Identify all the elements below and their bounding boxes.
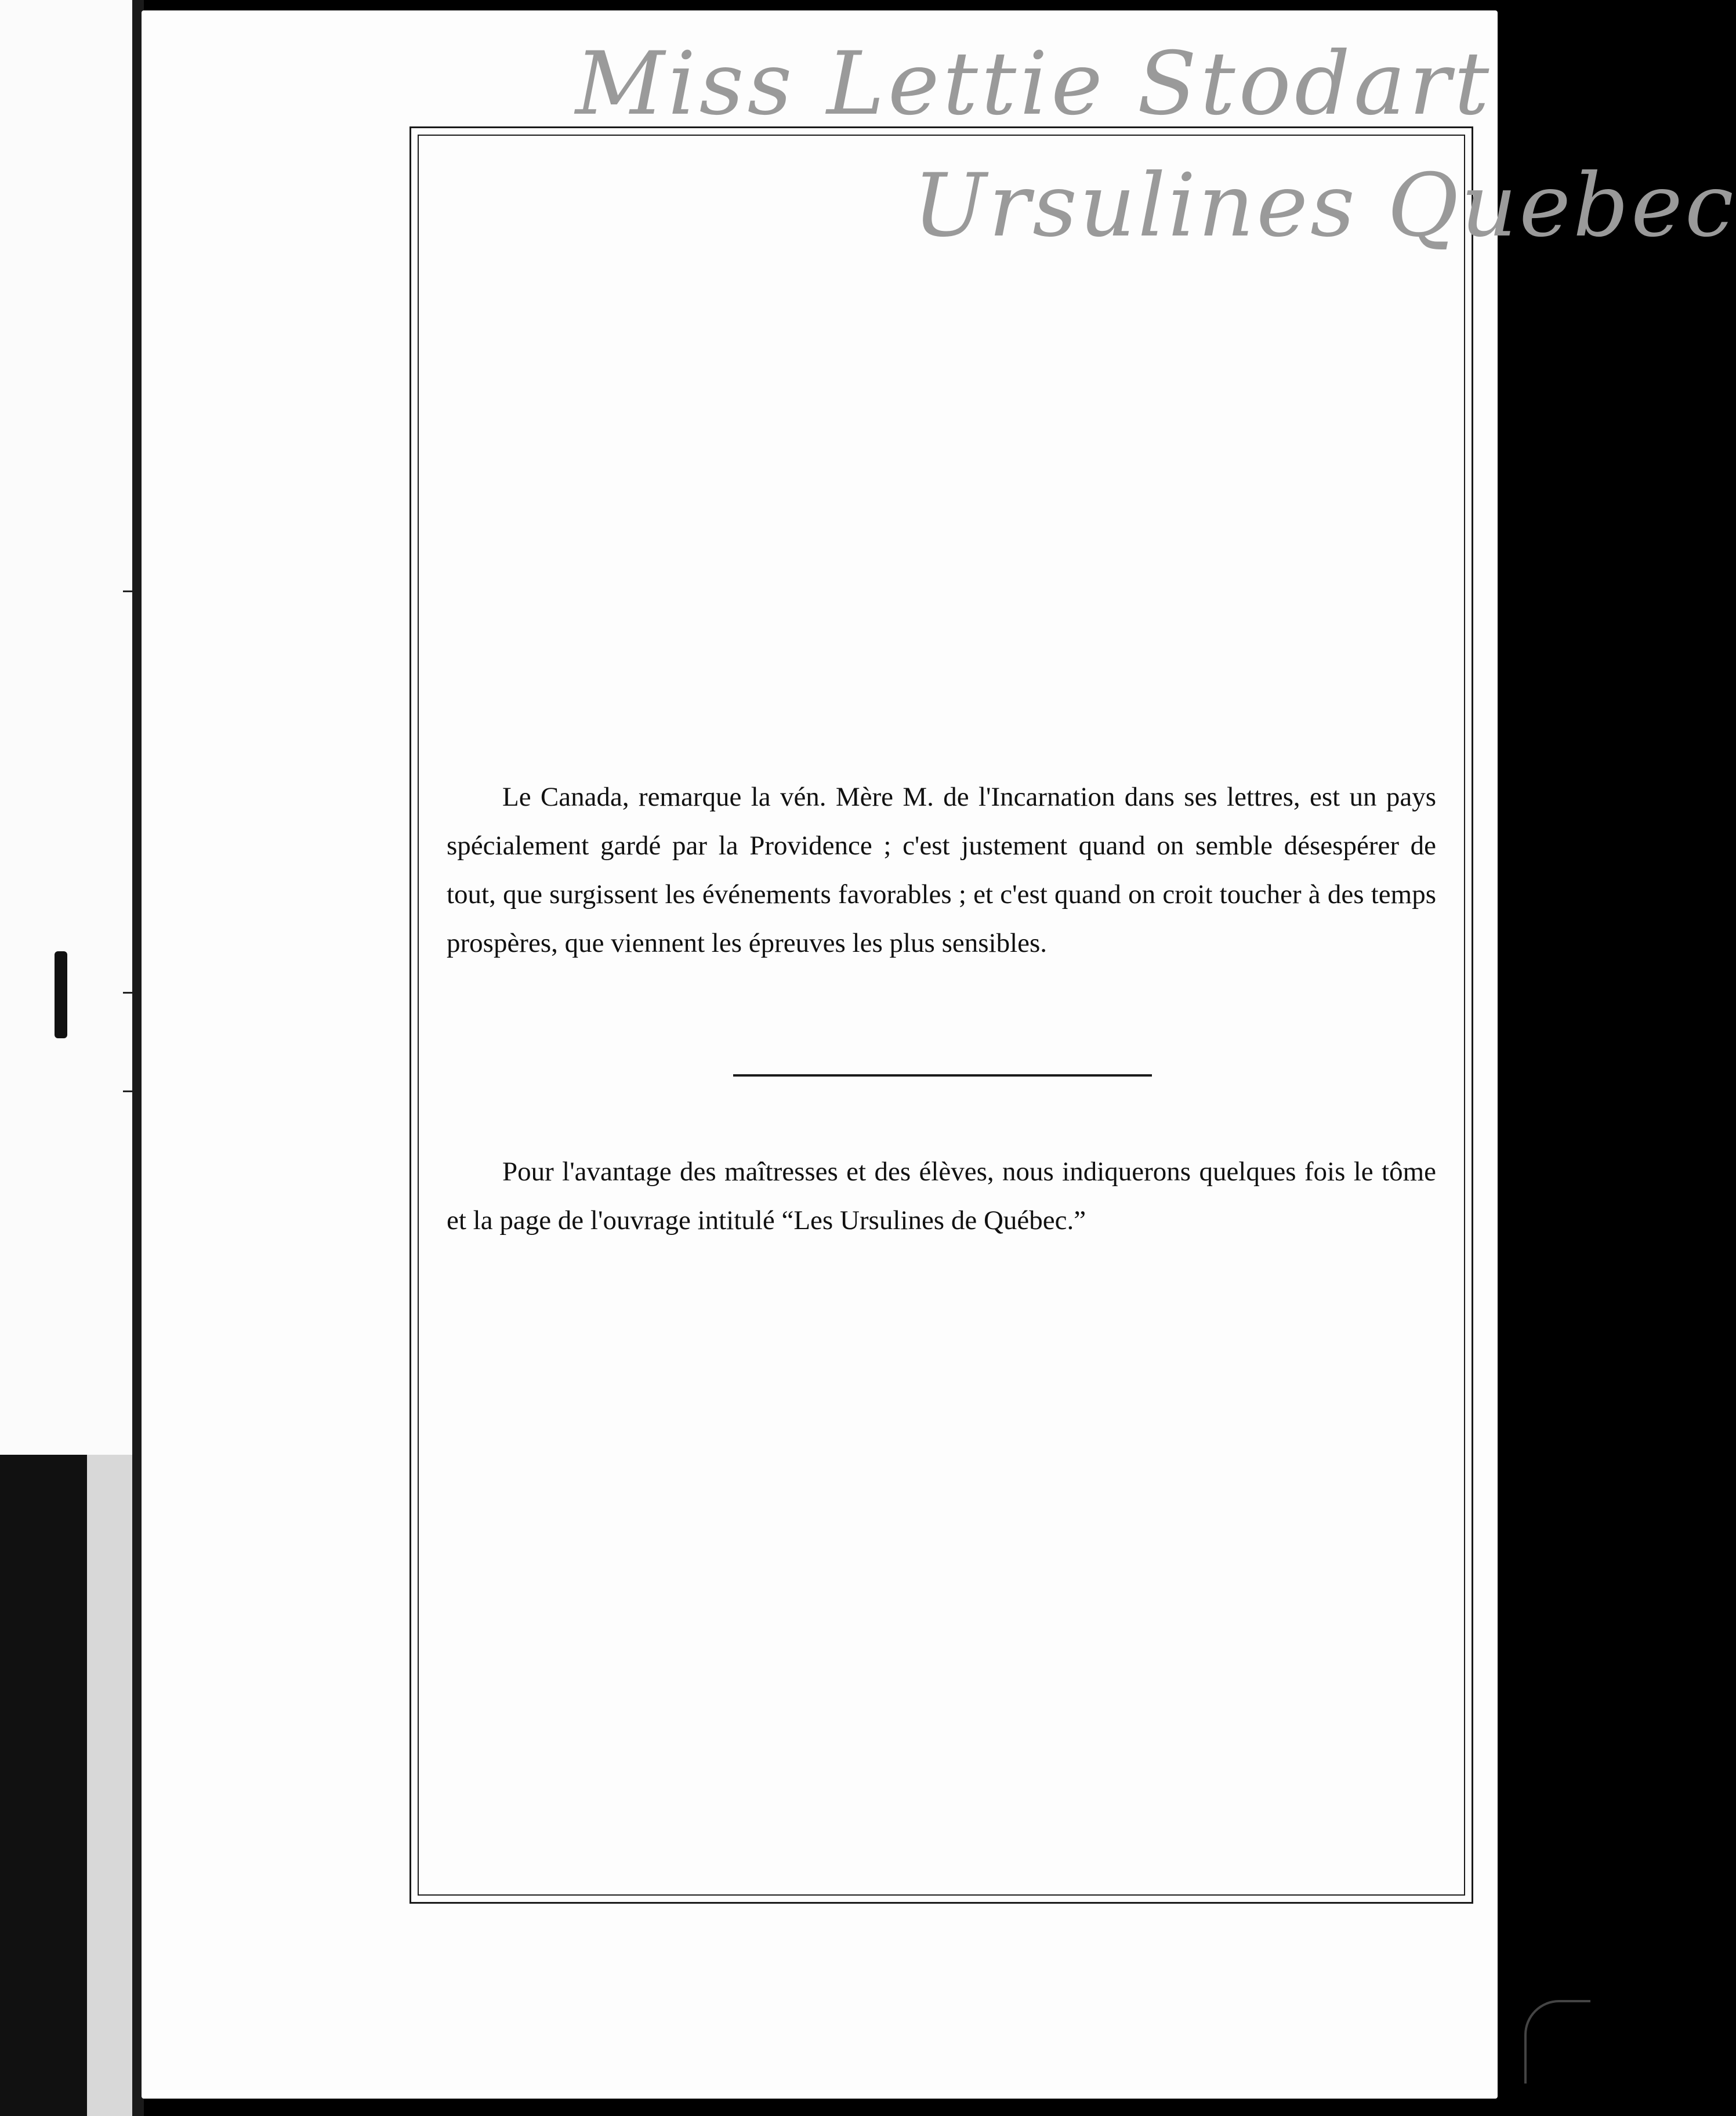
- paragraph-text: Pour l'avantage des maîtresses et des élèves, nous indiquerons quelques fois le tôme et la page de l'ouvrage intitulé “Les Ursulines de Québec.”: [447, 1157, 1436, 1235]
- torn-dark-area: [0, 1455, 93, 2116]
- ink-blot: [55, 951, 67, 1038]
- section-divider: [733, 1074, 1152, 1077]
- paragraph-incarnation-quote: [447, 773, 1436, 968]
- page-stain: [87, 1455, 135, 2116]
- page-corner-curl: [1524, 2000, 1590, 2084]
- handwritten-location: Ursulines Quebec: [913, 155, 1736, 256]
- paragraph-reference-note: [447, 1147, 1436, 1245]
- paragraph-text: Le Canada, remarque la vén. Mère M. de l'Incarnation dans ses lettres, est un pays spécialement gardé par la Providence ; c'est justement quand on semble désespérer de tout, que surgissent les événements favorables ; et c'est quand on croit toucher à des temps prospères, que viennent les épreuves les plus sensibles.: [447, 782, 1436, 958]
- page: [142, 10, 1736, 2099]
- left-page-fragment: [0, 0, 135, 2116]
- page-border-inner: [418, 135, 1465, 1896]
- handwritten-owner-name: Miss Lettie Stodart: [575, 34, 1493, 135]
